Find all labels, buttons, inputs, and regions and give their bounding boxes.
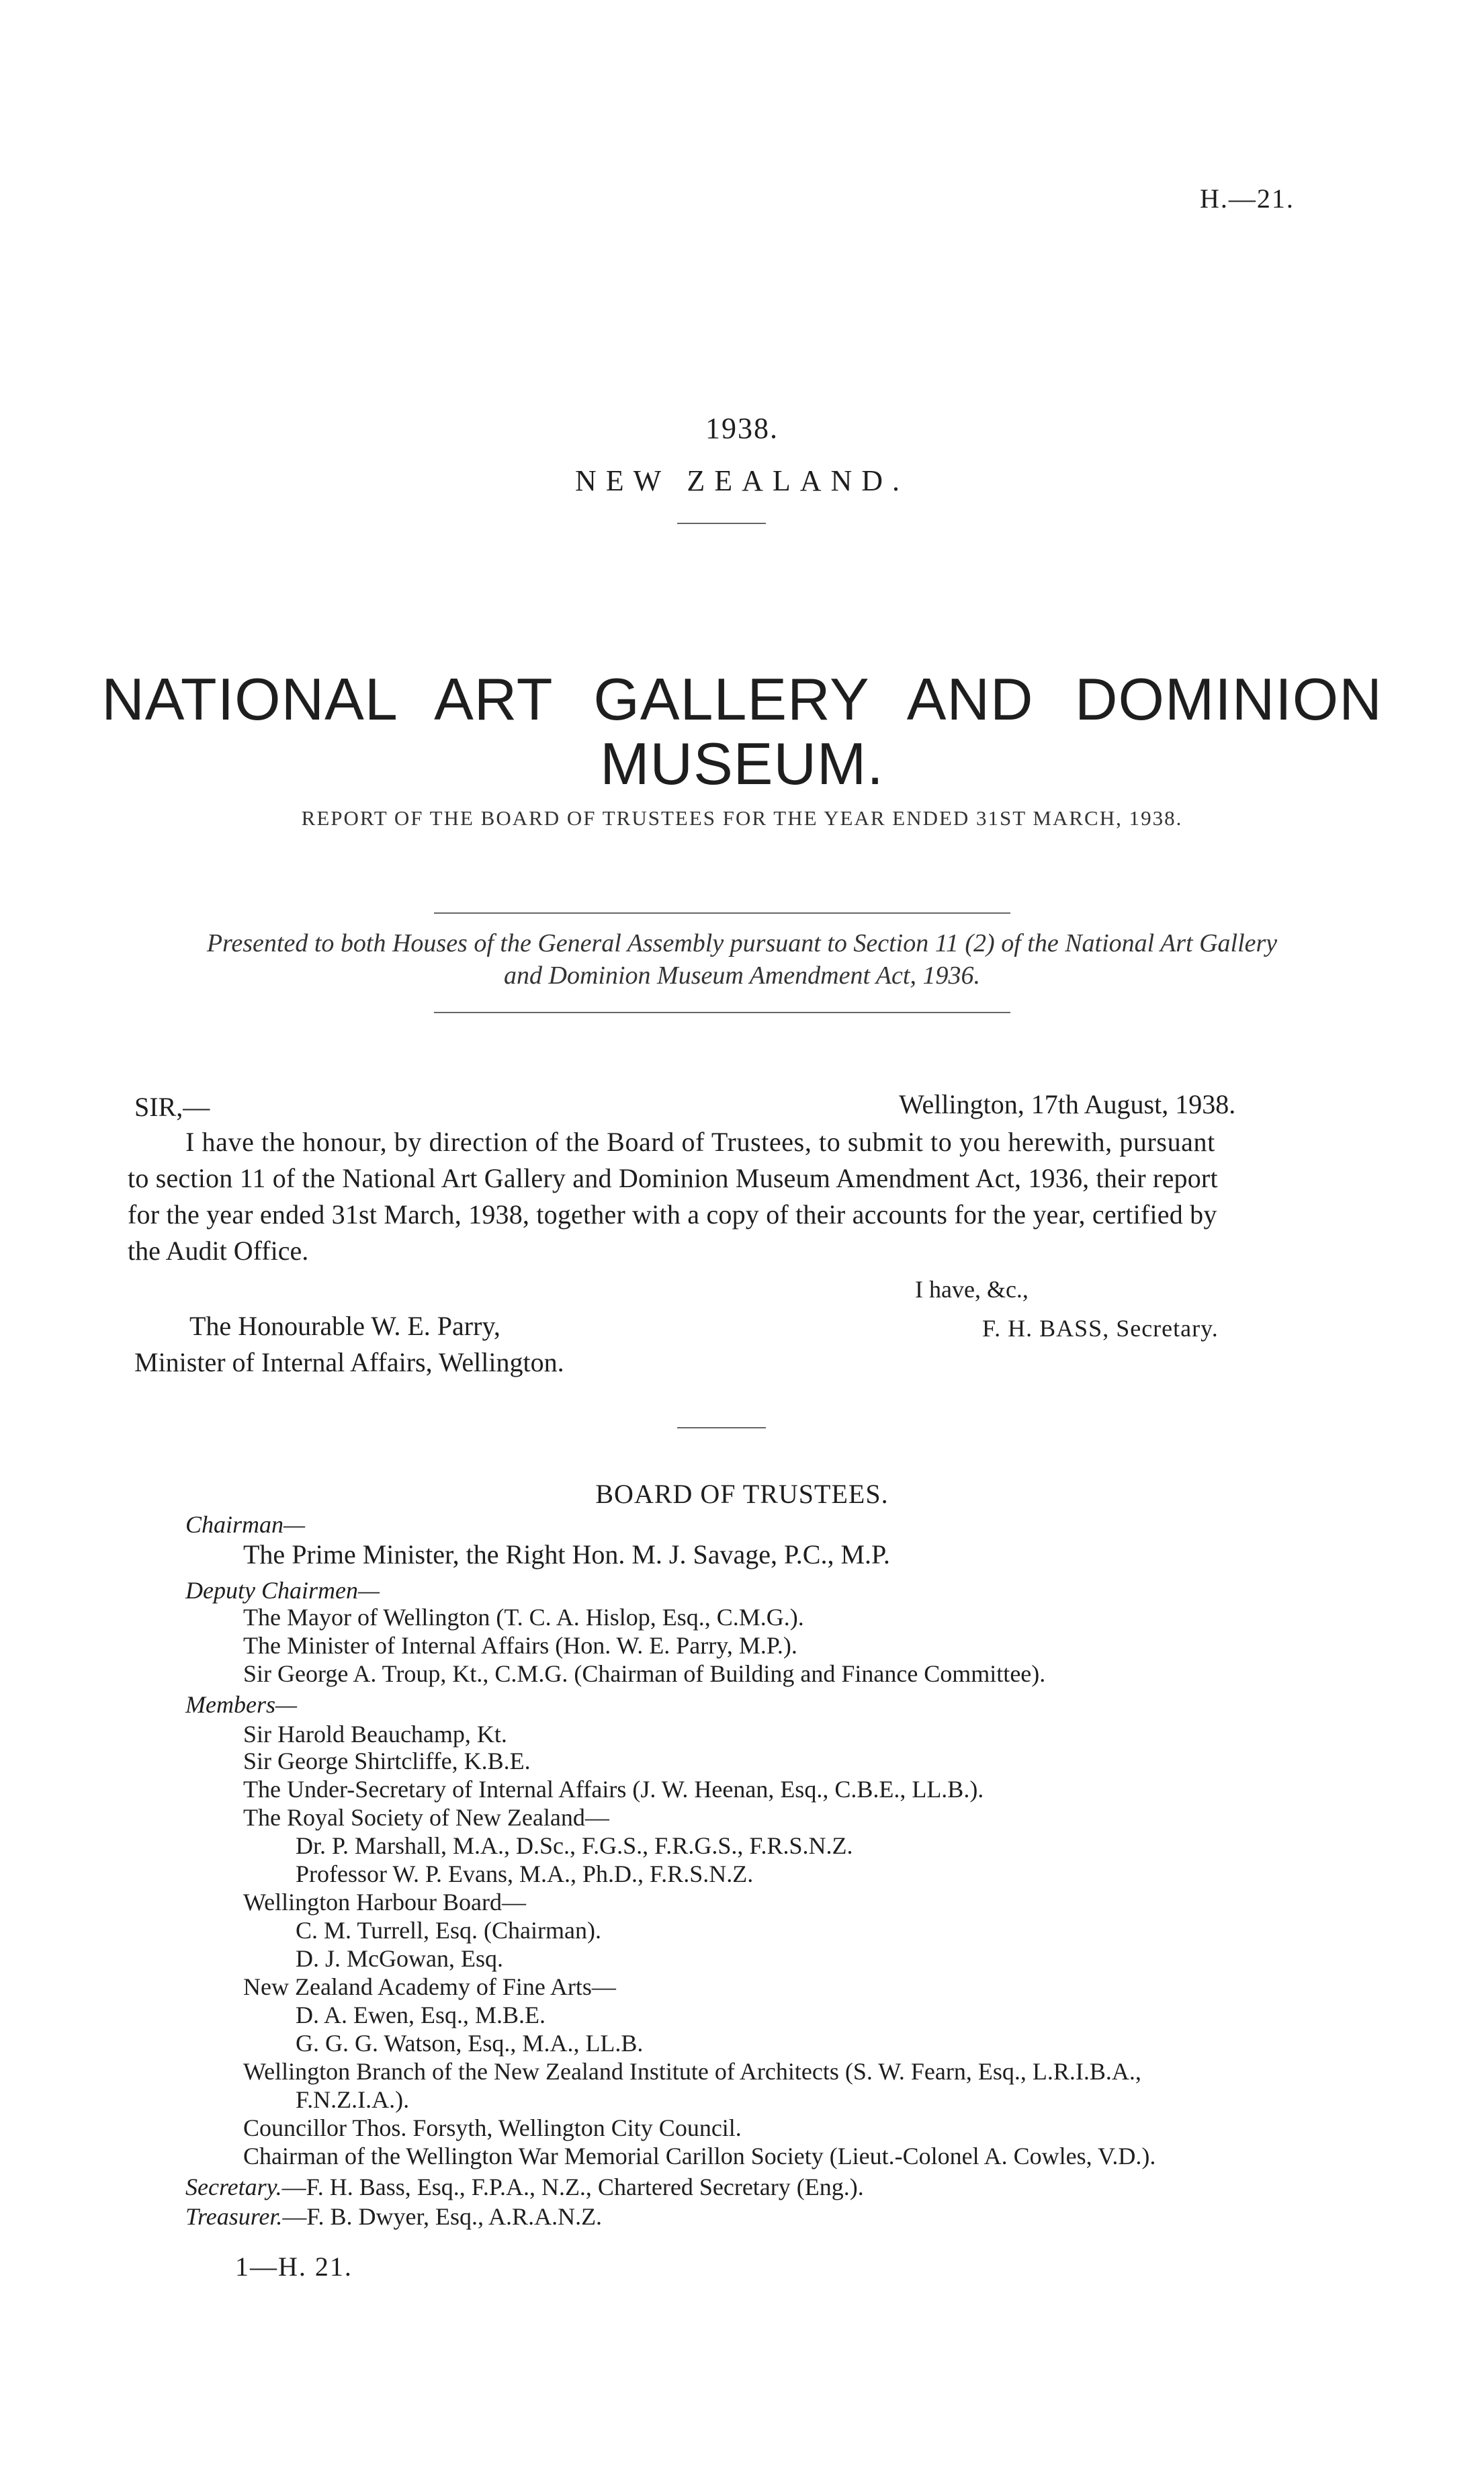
deputy-chairman: Sir George A. Troup, Kt., C.M.G. (Chairman of Building and Finance Committee). <box>243 1660 1046 1687</box>
secretary-value: —F. H. Bass, Esq., F.P.A., N.Z., Chartered Secretary (Eng.). <box>281 2174 864 2200</box>
document-title-line-2: MUSEUM. <box>600 730 884 797</box>
letter-signature: F. H. BASS, Secretary. <box>982 1315 1219 1342</box>
deputy-chairman: The Minister of Internal Affairs (Hon. W. E. Parry, M.P.). <box>243 1632 797 1659</box>
letter-body-line: the Audit Office. <box>128 1236 309 1266</box>
member: Sir George Shirtcliffe, K.B.E. <box>243 1748 531 1774</box>
letter-body-line: I have the honour, by direction of the Board of Trustees, to submit to you herewith, pursuant <box>185 1127 1215 1157</box>
member: C. M. Turrell, Esq. (Chairman). <box>296 1917 601 1944</box>
deputy-chairman: The Mayor of Wellington (T. C. A. Hislop, Esq., C.M.G.). <box>243 1604 804 1631</box>
member: Chairman of the Wellington War Memorial Carillon Society (Lieut.-Colonel A. Cowles, V.D.). <box>243 2143 1156 2169</box>
member: The Under-Secretary of Internal Affairs (J. W. Heenan, Esq., C.B.E., LL.B.). <box>243 1776 984 1803</box>
chairman-label: Chairman— <box>185 1511 306 1538</box>
footer-reference: 1—H. 21. <box>235 2251 353 2282</box>
member: G. G. G. Watson, Esq., M.A., LL.B. <box>296 2030 644 2057</box>
divider <box>677 1427 766 1428</box>
letter-body-line: to section 11 of the National Art Gallery and Dominion Museum Amendment Act, 1936, their report <box>128 1163 1218 1193</box>
letter-addressee: Minister of Internal Affairs, Wellington. <box>134 1347 564 1377</box>
member: Councillor Thos. Forsyth, Wellington City Council. <box>243 2114 742 2141</box>
treasurer-label: Treasurer. <box>185 2203 283 2230</box>
letter-salutation: SIR,— <box>134 1092 210 1122</box>
deputy-chairmen-label: Deputy Chairmen— <box>185 1577 380 1604</box>
presented-note-line-1: Presented to both Houses of the General Assembly pursuant to Section 11 (2) of the National Art Gallery <box>206 929 1278 957</box>
board-heading: BOARD OF TRUSTEES. <box>595 1479 889 1509</box>
letter-addressee: The Honourable W. E. Parry, <box>189 1311 500 1341</box>
document-subtitle: REPORT OF THE BOARD OF TRUSTEES FOR THE YEAR ENDED 31ST MARCH, 1938. <box>301 806 1183 830</box>
divider <box>434 912 1010 914</box>
document-title-line-1: NATIONAL ART GALLERY AND DOMINION <box>101 666 1383 732</box>
member: D. J. McGowan, Esq. <box>296 1945 503 1972</box>
letter-body-line: for the year ended 31st March, 1938, together with a copy of their accounts for the year, certified by <box>128 1199 1217 1230</box>
divider <box>434 1012 1010 1013</box>
member: Sir Harold Beauchamp, Kt. <box>243 1721 507 1748</box>
member: Professor W. P. Evans, M.A., Ph.D., F.R.S.N.Z. <box>296 1860 754 1887</box>
member-group: Wellington Harbour Board— <box>243 1889 527 1916</box>
member: D. A. Ewen, Esq., M.B.E. <box>296 2002 545 2028</box>
treasurer-value: —F. B. Dwyer, Esq., A.R.A.N.Z. <box>282 2203 603 2230</box>
country: NEW ZEALAND. <box>574 464 910 497</box>
member: F.N.Z.I.A.). <box>296 2086 410 2113</box>
divider <box>677 523 766 524</box>
chairman: The Prime Minister, the Right Hon. M. J. Savage, P.C., M.P. <box>243 1539 890 1570</box>
secretary <box>185 2173 864 2201</box>
secretary-label: Secretary. <box>185 2174 282 2200</box>
member-group: New Zealand Academy of Fine Arts— <box>243 1973 616 2000</box>
treasurer <box>185 2202 602 2231</box>
member: Wellington Branch of the New Zealand Institute of Architects (S. W. Fearn, Esq., L.R.I.B.A., <box>243 2058 1141 2085</box>
members-label: Members— <box>185 1691 297 1718</box>
letter-closing: I have, &c., <box>915 1276 1029 1303</box>
year: 1938. <box>705 412 779 445</box>
letter-place-date: Wellington, 17th August, 1938. <box>899 1089 1236 1119</box>
presented-note-line-2: and Dominion Museum Amendment Act, 1936. <box>504 961 980 990</box>
member: Dr. P. Marshall, M.A., D.Sc., F.G.S., F.R.G.S., F.R.S.N.Z. <box>296 1832 853 1859</box>
member-group: The Royal Society of New Zealand— <box>243 1804 609 1831</box>
page-reference: H.—21. <box>1200 183 1295 214</box>
